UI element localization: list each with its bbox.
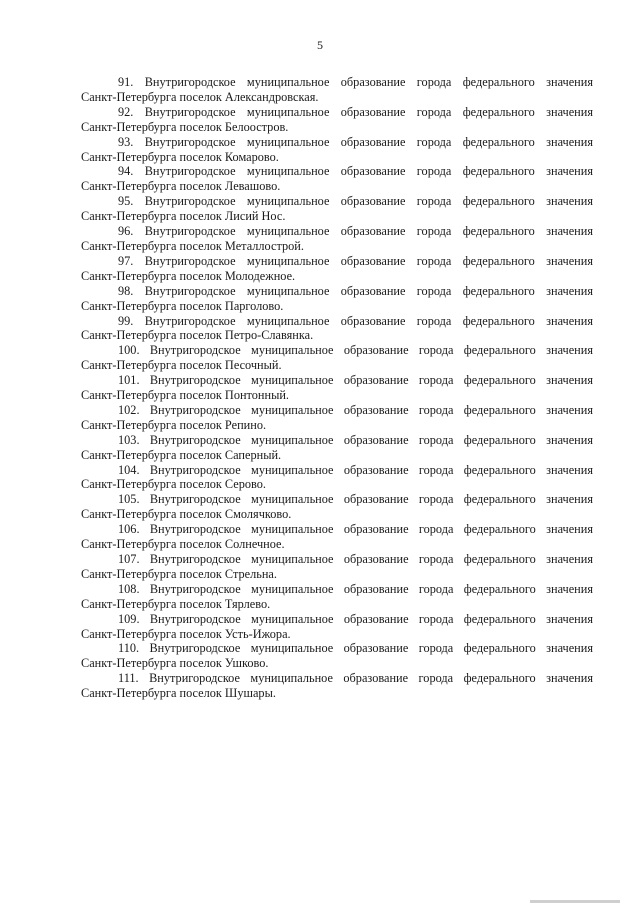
list-item-line1: 109. Внутригородское муниципальное образование города федерального значения: [118, 611, 593, 626]
page-number: 5: [317, 38, 323, 52]
list-item: [81, 284, 593, 314]
list-item-line1: 108. Внутригородское муниципальное образование города федерального значения: [118, 581, 593, 596]
list-item: [81, 463, 593, 493]
list-item-line2: Санкт-Петербурга поселок Усть-Ижора.: [81, 626, 291, 641]
list-item: [81, 373, 593, 403]
list-item-line2: Санкт-Петербурга поселок Парголово.: [81, 298, 284, 313]
list-item-line1: 96. Внутригородское муниципальное образование города федерального значения: [118, 224, 593, 239]
list-item-line1: 102. Внутригородское муниципальное образование города федерального значения: [118, 402, 593, 417]
list-item-line2: Санкт-Петербурга поселок Белоостров.: [81, 119, 289, 134]
list-item: [81, 75, 593, 105]
list-item-line1: 104. Внутригородское муниципальное образование города федерального значения: [118, 462, 593, 477]
list-item: [81, 314, 593, 344]
list-item-line2: Санкт-Петербурга поселок Стрельна.: [81, 566, 277, 581]
list-item-line2: Санкт-Петербурга поселок Петро-Славянка.: [81, 328, 314, 343]
list-item-line1: 92. Внутригородское муниципальное образование города федерального значения: [118, 104, 593, 119]
list-item-line2: Санкт-Петербурга поселок Солнечное.: [81, 537, 285, 552]
list-item-line1: 101. Внутригородское муниципальное образование города федерального значения: [118, 373, 593, 388]
list-item-line2: Санкт-Петербурга поселок Понтонный.: [81, 388, 289, 403]
list-item-line1: 106. Внутригородское муниципальное образование города федерального значения: [118, 522, 593, 537]
list-item-line2: Санкт-Петербурга поселок Ушково.: [81, 656, 269, 671]
list-item-line2: Санкт-Петербурга поселок Песочный.: [81, 358, 282, 373]
list-item-line1: 100. Внутригородское муниципальное образование города федерального значения: [118, 343, 593, 358]
list-item-line2: Санкт-Петербурга поселок Молодежное.: [81, 268, 296, 283]
list-item: [81, 194, 593, 224]
list-item-line1: 103. Внутригородское муниципальное образование города федерального значения: [118, 432, 593, 447]
list-item-line1: 111. Внутригородское муниципальное образование города федерального значения: [118, 671, 593, 686]
list-item-line2: Санкт-Петербурга поселок Металлострой.: [81, 238, 304, 253]
municipal-list: [81, 75, 593, 701]
list-item: [81, 582, 593, 612]
list-item-line2: Санкт-Петербурга поселок Смолячково.: [81, 507, 292, 522]
list-item-line2: Санкт-Петербурга поселок Левашово.: [81, 179, 281, 194]
list-item-line1: 98. Внутригородское муниципальное образование города федерального значения: [118, 283, 593, 298]
list-item-line1: 91. Внутригородское муниципальное образование города федерального значения: [118, 75, 593, 89]
list-item-line1: 93. Внутригородское муниципальное образование города федерального значения: [118, 134, 593, 149]
list-item-line2: Санкт-Петербурга поселок Саперный.: [81, 447, 282, 462]
list-item: [81, 164, 593, 194]
list-item-line2: Санкт-Петербурга поселок Лисий Нос.: [81, 209, 286, 224]
list-item-line2: Санкт-Петербурга поселок Репино.: [81, 417, 267, 432]
list-item: [81, 343, 593, 373]
list-item: [81, 612, 593, 642]
list-item-line1: 107. Внутригородское муниципальное образование города федерального значения: [118, 552, 593, 566]
list-item-line1: 105. Внутригородское муниципальное образование города федерального значения: [118, 492, 593, 507]
list-item-line1: 94. Внутригородское муниципальное образование города федерального значения: [118, 164, 593, 179]
list-item: [81, 105, 593, 135]
list-item-line1: 99. Внутригородское муниципальное образование города федерального значения: [118, 313, 593, 328]
list-item-line2: Санкт-Петербурга поселок Тярлево.: [81, 596, 271, 611]
list-item: [81, 492, 593, 522]
list-item-line2: Санкт-Петербурга поселок Александровская.: [81, 89, 319, 104]
list-item: [81, 403, 593, 433]
list-item: [81, 135, 593, 165]
list-item-line1: 97. Внутригородское муниципальное образование города федерального значения: [118, 253, 593, 268]
list-item: [81, 522, 593, 552]
list-item-line1: 110. Внутригородское муниципальное образование города федерального значения: [118, 641, 593, 656]
list-item-line1: 95. Внутригородское муниципальное образование города федерального значения: [118, 194, 593, 209]
list-item-line2: Санкт-Петербурга поселок Комарово.: [81, 149, 279, 164]
list-item: [81, 671, 593, 701]
list-item: [81, 433, 593, 463]
list-item-line2: Санкт-Петербурга поселок Шушары.: [81, 686, 276, 701]
scan-edge-mark: [530, 900, 620, 903]
list-item: [81, 641, 593, 671]
list-item: [81, 552, 593, 582]
list-item: [81, 254, 593, 284]
list-item: [81, 224, 593, 254]
list-item-line2: Санкт-Петербурга поселок Серово.: [81, 477, 266, 492]
